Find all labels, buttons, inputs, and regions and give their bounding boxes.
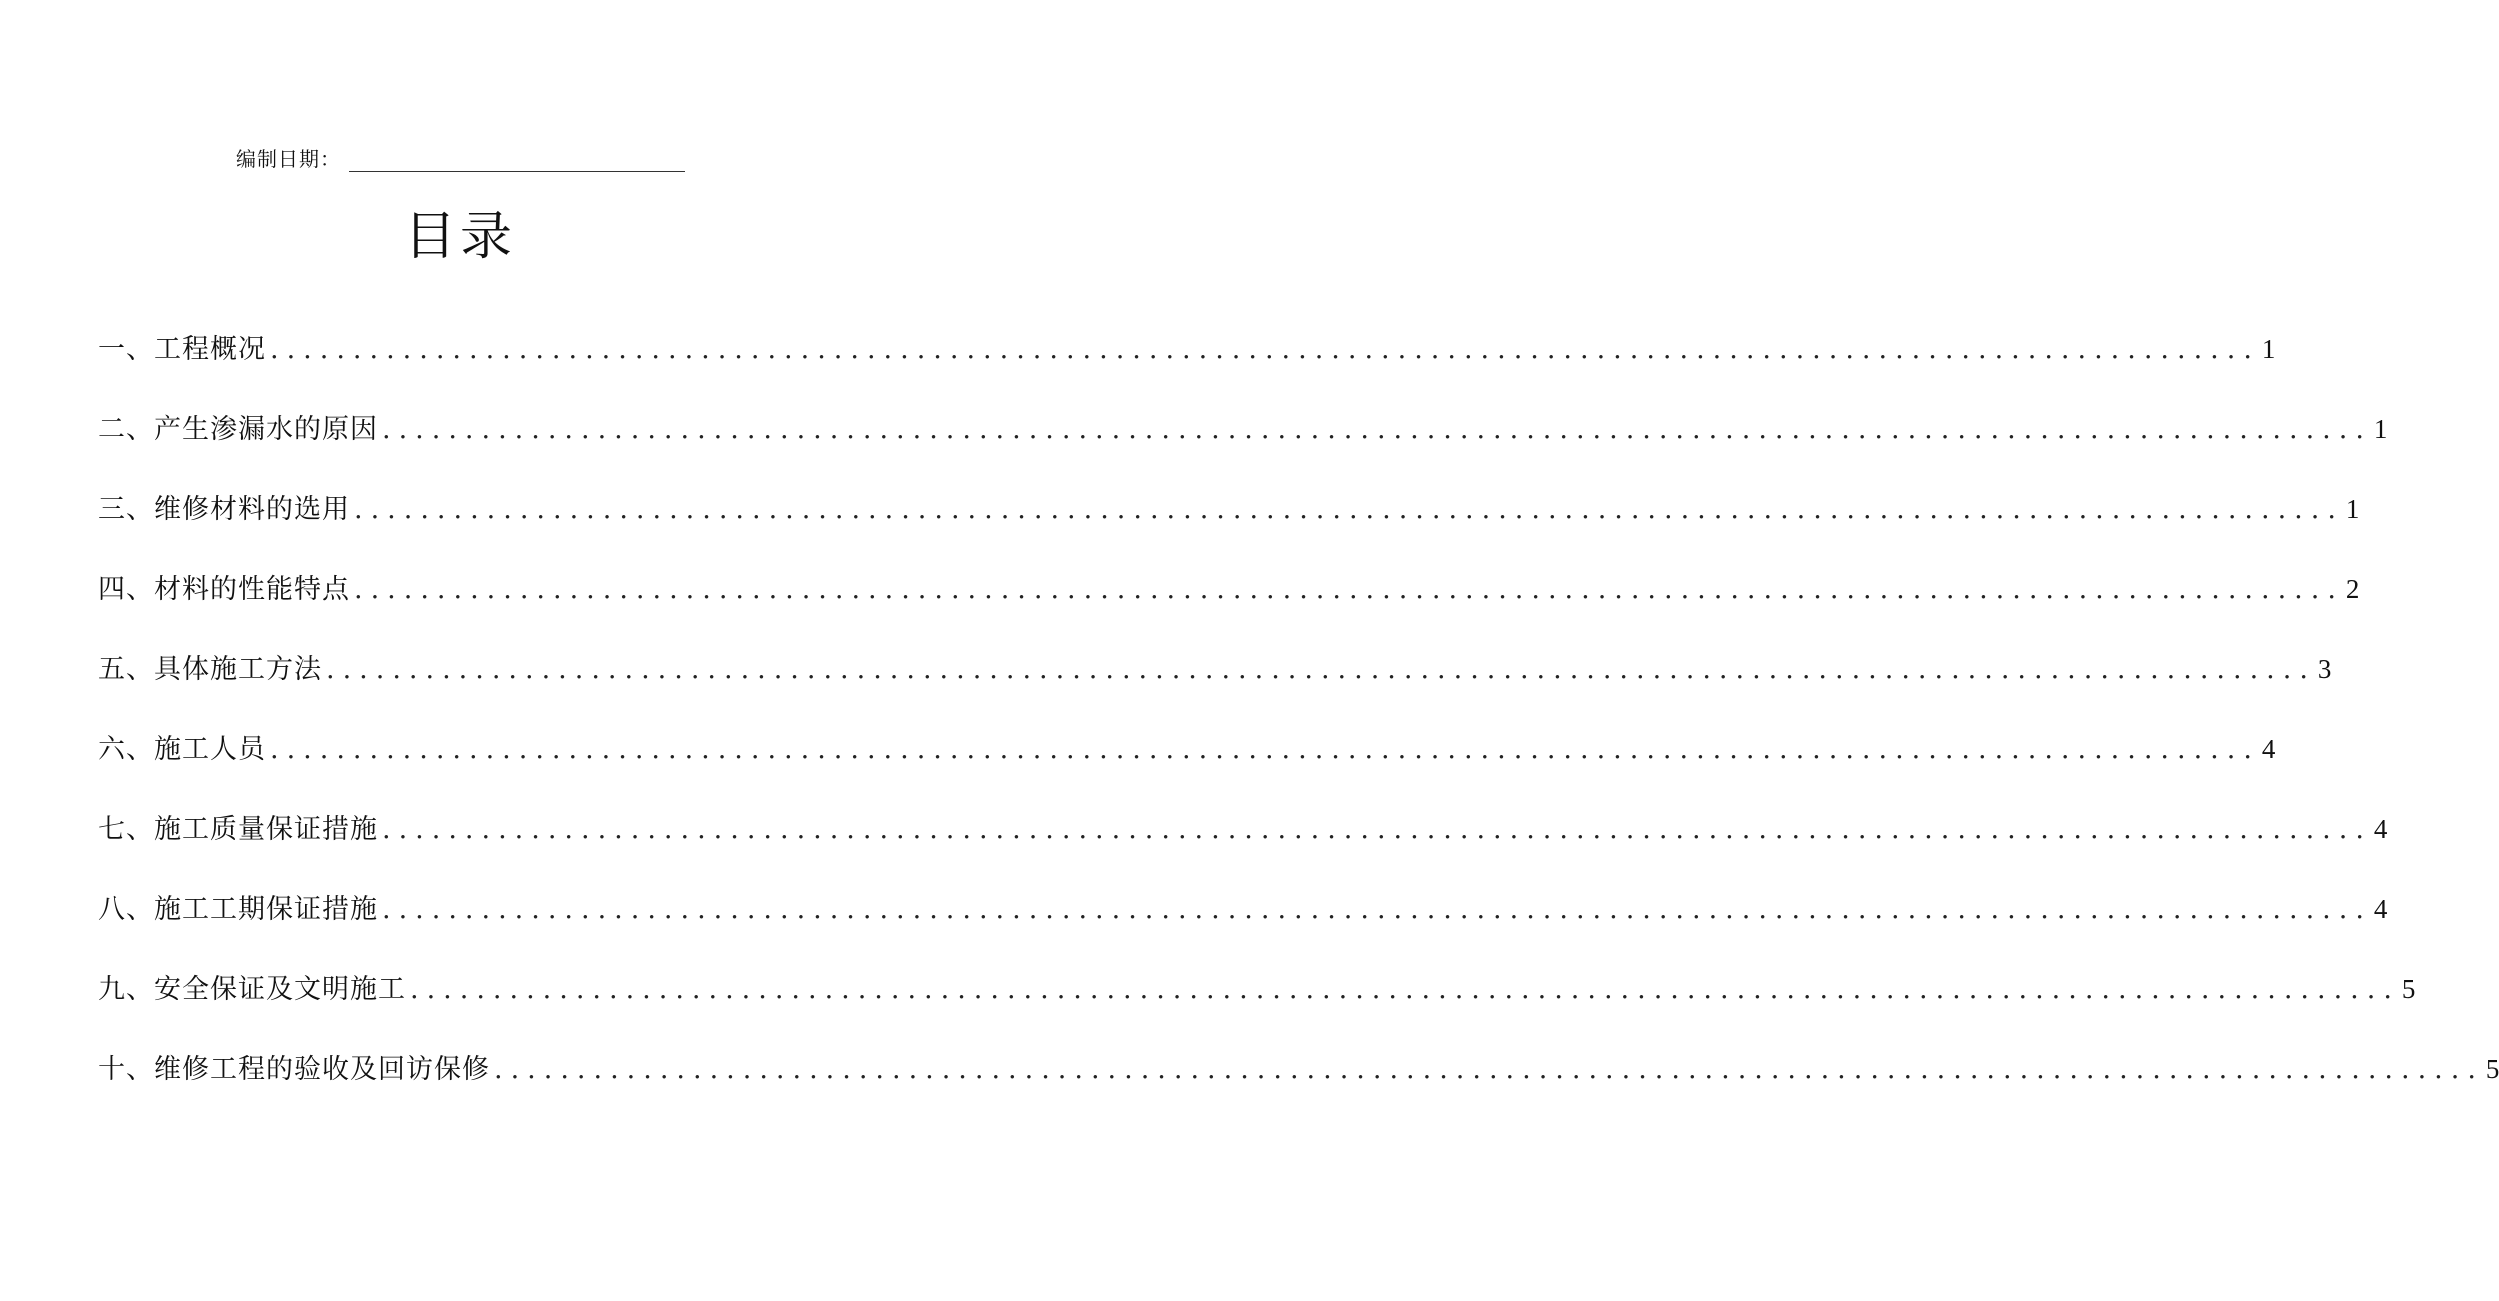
toc-entry-page: 3 (2317, 654, 2332, 684)
toc-dot-leader: ........................................................................................................................ (382, 814, 2372, 845)
toc-entry-label: 四、材料的性能特点 (98, 574, 350, 605)
toc-entry-label: 二、产生渗漏水的原因 (98, 414, 378, 445)
toc-entry-label: 九、安全保证及文明施工 (98, 974, 406, 1005)
toc-entry-label: 八、施工工期保证措施 (98, 894, 378, 925)
toc-entry-label: 一、工程概况 (98, 334, 266, 365)
toc-entry-page: 5 (2485, 1054, 2499, 1084)
toc-entry-1[interactable] (98, 326, 2276, 406)
toc-entry-10[interactable] (98, 1046, 2499, 1126)
toc-dot-leader: ........................................................................................................................ (382, 894, 2372, 925)
toc-entry-page: 4 (2261, 734, 2276, 764)
toc-title: 目录 (403, 207, 516, 267)
table-of-contents (98, 326, 2499, 1126)
toc-entry-page: 1 (2261, 334, 2276, 364)
toc-entry-page: 1 (2373, 414, 2388, 444)
toc-dot-leader: ........................................................................................................................ (410, 974, 2400, 1005)
toc-dot-leader: ........................................................................................................................ (382, 414, 2372, 445)
toc-entry-page: 1 (2345, 494, 2360, 524)
toc-entry-8[interactable] (98, 886, 2388, 966)
toc-entry-3[interactable] (98, 486, 2360, 566)
toc-entry-6[interactable] (98, 726, 2276, 806)
toc-dot-leader: ........................................................................................................................ (354, 494, 2344, 525)
toc-entry-9[interactable] (98, 966, 2416, 1046)
toc-entry-label: 十、维修工程的验收及回访保修 (98, 1054, 490, 1085)
toc-entry-page: 2 (2345, 574, 2360, 604)
toc-entry-4[interactable] (98, 566, 2360, 646)
compile-date-blank (349, 149, 685, 172)
compile-date-line (236, 143, 685, 172)
toc-entry-label: 五、具体施工方法 (98, 654, 322, 685)
toc-entry-label: 三、维修材料的选用 (98, 494, 350, 525)
compile-date-label: 编制日期： (236, 147, 341, 171)
toc-dot-leader: ........................................................................................................................ (270, 334, 2260, 365)
toc-dot-leader: ........................................................................................................................ (270, 734, 2260, 765)
toc-entry-page: 4 (2373, 814, 2388, 844)
toc-entry-page: 4 (2373, 894, 2388, 924)
toc-entry-label: 六、施工人员 (98, 734, 266, 765)
toc-dot-leader: ........................................................................................................................ (354, 574, 2344, 605)
toc-entry-page: 5 (2401, 974, 2416, 1004)
toc-dot-leader: ........................................................................................................................ (494, 1054, 2484, 1085)
toc-dot-leader: ........................................................................................................................ (326, 654, 2316, 685)
toc-entry-5[interactable] (98, 646, 2332, 726)
toc-entry-7[interactable] (98, 806, 2388, 886)
toc-entry-label: 七、施工质量保证措施 (98, 814, 378, 845)
toc-entry-2[interactable] (98, 406, 2388, 486)
